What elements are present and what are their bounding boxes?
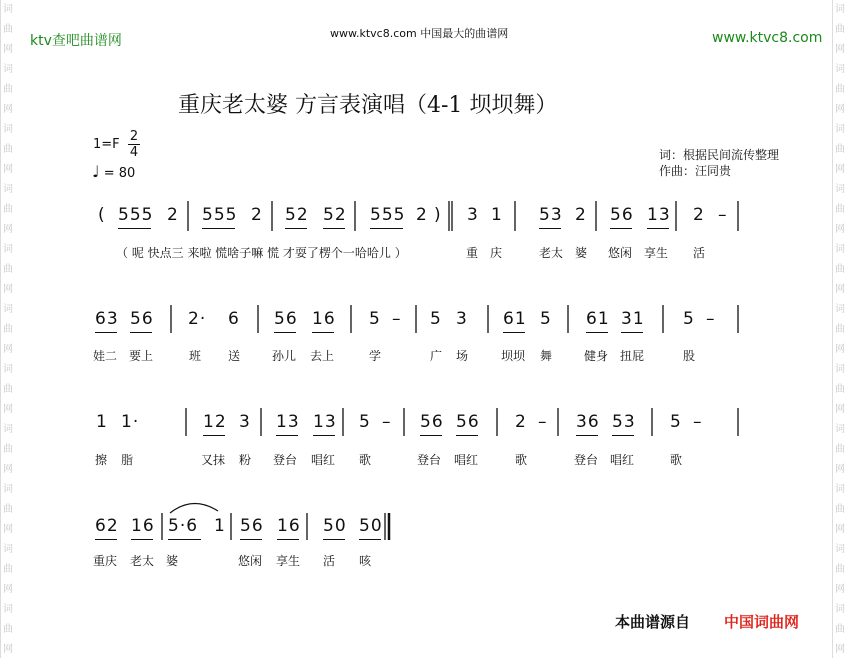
note-group: 36 xyxy=(576,412,600,432)
lyric-text: 唱红 xyxy=(610,453,635,467)
note-group: 13 xyxy=(313,412,337,432)
note-group: 56 xyxy=(610,205,634,225)
watermark-char: 网 xyxy=(835,44,845,55)
note-group: 555 xyxy=(370,205,406,225)
watermark-char: 网 xyxy=(3,104,13,115)
lyric-text: 唱红 xyxy=(454,453,479,467)
watermark-char: 网 xyxy=(835,224,845,235)
lyric-text: 登台 xyxy=(273,453,298,467)
note-group: 16 xyxy=(131,516,155,536)
lyric-text: 婆 xyxy=(166,554,179,568)
note-group: 56 xyxy=(130,309,154,329)
watermark-char: 曲 xyxy=(3,84,13,95)
watermark-char: 曲 xyxy=(3,24,13,35)
watermark-char: 网 xyxy=(3,44,13,55)
watermark-char: 词 xyxy=(835,184,845,195)
watermark-char: 曲 xyxy=(835,264,845,275)
note-group: – xyxy=(706,309,716,329)
note-group: 13 xyxy=(276,412,300,432)
watermark-char: 词 xyxy=(3,124,13,135)
lyric-text: 老太 xyxy=(539,246,564,260)
watermark-char: 曲 xyxy=(835,84,845,95)
lyric-text: 送 xyxy=(228,349,241,363)
note-group: 16 xyxy=(312,309,336,329)
note-group: 1· xyxy=(121,412,140,432)
watermark-char: 词 xyxy=(835,64,845,75)
note-group: – xyxy=(392,309,402,329)
lyric-text: 粉 xyxy=(239,453,252,467)
watermark-char: 词 xyxy=(835,544,845,555)
lyric-text: 脂 xyxy=(121,453,134,467)
watermark-char: 曲 xyxy=(3,624,13,635)
lyric-text: 咳 xyxy=(359,554,372,568)
note-group: 31 xyxy=(621,309,645,329)
watermark-char: 词 xyxy=(835,484,845,495)
composer-credit: 作曲：汪同贵 xyxy=(659,164,732,178)
watermark-char: 曲 xyxy=(835,144,845,155)
watermark-char: 曲 xyxy=(3,564,13,575)
lyric-text: 歌 xyxy=(670,453,683,467)
source-label: 本曲谱源自 xyxy=(615,613,691,631)
watermark-char: 词 xyxy=(3,484,13,495)
note-group: 5 xyxy=(540,309,552,329)
lyric-text: 婆 xyxy=(575,246,588,260)
lyric-text: 又抹 xyxy=(201,453,226,467)
watermark-char: 网 xyxy=(3,584,13,595)
watermark-char: 网 xyxy=(3,464,13,475)
watermark-char: 网 xyxy=(3,224,13,235)
note-group: 2· xyxy=(188,309,207,329)
lyric-text: 唱红 xyxy=(311,453,336,467)
note-group: 1 xyxy=(96,412,108,432)
lyric-text: 歌 xyxy=(359,453,372,467)
note-group: 5 xyxy=(683,309,695,329)
note-group: 1 xyxy=(214,516,226,536)
watermark-char: 曲 xyxy=(835,504,845,515)
time-signature-bottom: 4 xyxy=(129,145,139,160)
watermark-char: 网 xyxy=(835,104,845,115)
watermark-char: 词 xyxy=(3,184,13,195)
lyric-text: 擦 xyxy=(95,453,108,467)
note-group: 16 xyxy=(277,516,301,536)
watermark-char: 词 xyxy=(3,544,13,555)
site-url-right[interactable]: www.ktvc8.com xyxy=(712,30,823,46)
watermark-char: 词 xyxy=(835,604,845,615)
lyric-text: 坝坝 xyxy=(501,349,526,363)
lyric-text: 登台 xyxy=(574,453,599,467)
note-group: 5 xyxy=(369,309,381,329)
note-group: 53 xyxy=(539,205,563,225)
watermark-char: 网 xyxy=(3,344,13,355)
note-group: – xyxy=(382,412,392,432)
note-group: 56 xyxy=(420,412,444,432)
watermark-char: 曲 xyxy=(3,264,13,275)
note-group: 56 xyxy=(456,412,480,432)
note-group: 53 xyxy=(612,412,636,432)
watermark-char: 网 xyxy=(835,164,845,175)
note-group: – xyxy=(538,412,548,432)
lyric-text: 享生 xyxy=(644,246,669,260)
watermark-char: 网 xyxy=(835,404,845,415)
lyric-text: 活 xyxy=(693,246,706,260)
watermark-char: 曲 xyxy=(3,204,13,215)
note-group: 6 xyxy=(228,309,240,329)
watermark-char: 网 xyxy=(3,164,13,175)
note-group: 12 xyxy=(203,412,227,432)
lyric-text: 健身 xyxy=(584,349,609,363)
note-group: 555 xyxy=(202,205,238,225)
lyric-text: 悠闲 xyxy=(608,246,633,260)
watermark-char: 曲 xyxy=(835,564,845,575)
watermark-char: 词 xyxy=(835,244,845,255)
note-group: 5 xyxy=(430,309,442,329)
note-group: 61 xyxy=(586,309,610,329)
watermark-char: 词 xyxy=(3,364,13,375)
lyricist-credit: 词：根据民间流传整理 xyxy=(659,148,780,162)
lyric-text: 重庆 xyxy=(93,554,118,568)
watermark-char: 词 xyxy=(835,304,845,315)
note-group: 2 xyxy=(416,205,428,225)
note-group: 61 xyxy=(503,309,527,329)
watermark-char: 网 xyxy=(835,284,845,295)
lyric-text: 孙儿 xyxy=(272,349,297,363)
site-tagline: www.ktvc8.com 中国最大的曲谱网 xyxy=(330,27,509,40)
note-group: – xyxy=(718,205,728,225)
watermark-char: 网 xyxy=(3,284,13,295)
watermark-char: 网 xyxy=(835,464,845,475)
watermark-char: 曲 xyxy=(3,324,13,335)
watermark-char: 词 xyxy=(835,124,845,135)
source-site-link[interactable]: 中国词曲网 xyxy=(724,613,800,631)
watermark-char: 词 xyxy=(3,424,13,435)
watermark-char: 曲 xyxy=(835,204,845,215)
lyric-text: 广 xyxy=(430,349,443,363)
lyric-text: 娃二 xyxy=(93,349,118,363)
watermark-char: 词 xyxy=(3,64,13,75)
watermark-char: 网 xyxy=(835,524,845,535)
watermark-char: 网 xyxy=(3,404,13,415)
watermark-char: 曲 xyxy=(835,384,845,395)
lyric-text: 登台 xyxy=(417,453,442,467)
note-group: 52 xyxy=(285,205,309,225)
lyric-text: 活 xyxy=(323,554,336,568)
note-group: 56 xyxy=(274,309,298,329)
note-group: 5·6 xyxy=(168,516,199,536)
lyric-text: 股 xyxy=(683,349,696,363)
watermark-char: 网 xyxy=(3,644,13,655)
lyric-text: 庆 xyxy=(490,246,503,260)
note-group: ( xyxy=(98,205,106,225)
watermark-char: 曲 xyxy=(835,444,845,455)
lyric-text: 要上 xyxy=(129,349,154,363)
quarter-note-icon: ♩ xyxy=(92,162,100,181)
lyric-text: 舞 xyxy=(540,349,553,363)
watermark-char: 曲 xyxy=(3,384,13,395)
watermark-char: 网 xyxy=(835,344,845,355)
lyric-text: 扭屁 xyxy=(620,349,645,363)
lyric-text: 重 xyxy=(466,246,479,260)
lyric-text: 享生 xyxy=(276,554,301,568)
watermark-char: 曲 xyxy=(835,24,845,35)
watermark-char: 词 xyxy=(3,244,13,255)
note-group: 5 xyxy=(670,412,682,432)
note-group: 5 xyxy=(359,412,371,432)
watermark-char: 曲 xyxy=(835,624,845,635)
watermark-char: 曲 xyxy=(835,324,845,335)
watermark-char: 网 xyxy=(835,644,845,655)
note-group: 3 xyxy=(239,412,251,432)
note-group: 56 xyxy=(240,516,264,536)
note-group: ) xyxy=(434,205,442,225)
tempo-value: = 80 xyxy=(103,166,136,181)
song-title: 重庆老太婆 方言表演唱（4-1 坝坝舞） xyxy=(178,93,558,118)
note-group: 50 xyxy=(323,516,347,536)
watermark-char: 词 xyxy=(835,364,845,375)
lyric-text: （ 呢 快点三 来啦 慌啥子嘛 慌 才耍了楞个一哈哈儿 ） xyxy=(116,246,407,260)
lyric-text: 班 xyxy=(189,349,202,363)
note-group: – xyxy=(693,412,703,432)
note-group: 2 xyxy=(575,205,587,225)
watermark-char: 网 xyxy=(835,584,845,595)
watermark-char: 词 xyxy=(3,304,13,315)
note-group: 1 xyxy=(491,205,503,225)
watermark-char: 词 xyxy=(835,4,845,15)
note-group: 13 xyxy=(647,205,671,225)
note-group: 2 xyxy=(251,205,263,225)
note-group: 555 xyxy=(118,205,154,225)
time-signature-top: 2 xyxy=(129,129,139,144)
note-group: 3 xyxy=(467,205,479,225)
watermark-char: 曲 xyxy=(3,504,13,515)
lyric-text: 场 xyxy=(456,349,469,363)
lyric-text: 歌 xyxy=(515,453,528,467)
note-group: 50 xyxy=(359,516,383,536)
lyric-text: 悠闲 xyxy=(238,554,263,568)
note-group: 3 xyxy=(456,309,468,329)
note-group: 63 xyxy=(95,309,119,329)
key-signature: 1=F xyxy=(93,137,120,152)
lyric-text: 老太 xyxy=(130,554,155,568)
lyric-text: 学 xyxy=(369,349,382,363)
note-group: 2 xyxy=(693,205,705,225)
note-group: 2 xyxy=(167,205,179,225)
site-name-left[interactable]: ktv查吧曲谱网 xyxy=(30,33,122,49)
watermark-char: 词 xyxy=(3,604,13,615)
note-group: 62 xyxy=(95,516,119,536)
watermark-char: 曲 xyxy=(3,444,13,455)
watermark-char: 曲 xyxy=(3,144,13,155)
note-group: 2 xyxy=(515,412,527,432)
watermark-char: 词 xyxy=(3,4,13,15)
watermark-char: 词 xyxy=(835,424,845,435)
watermark-char: 网 xyxy=(3,524,13,535)
lyric-text: 去上 xyxy=(310,349,335,363)
note-group: 52 xyxy=(323,205,347,225)
